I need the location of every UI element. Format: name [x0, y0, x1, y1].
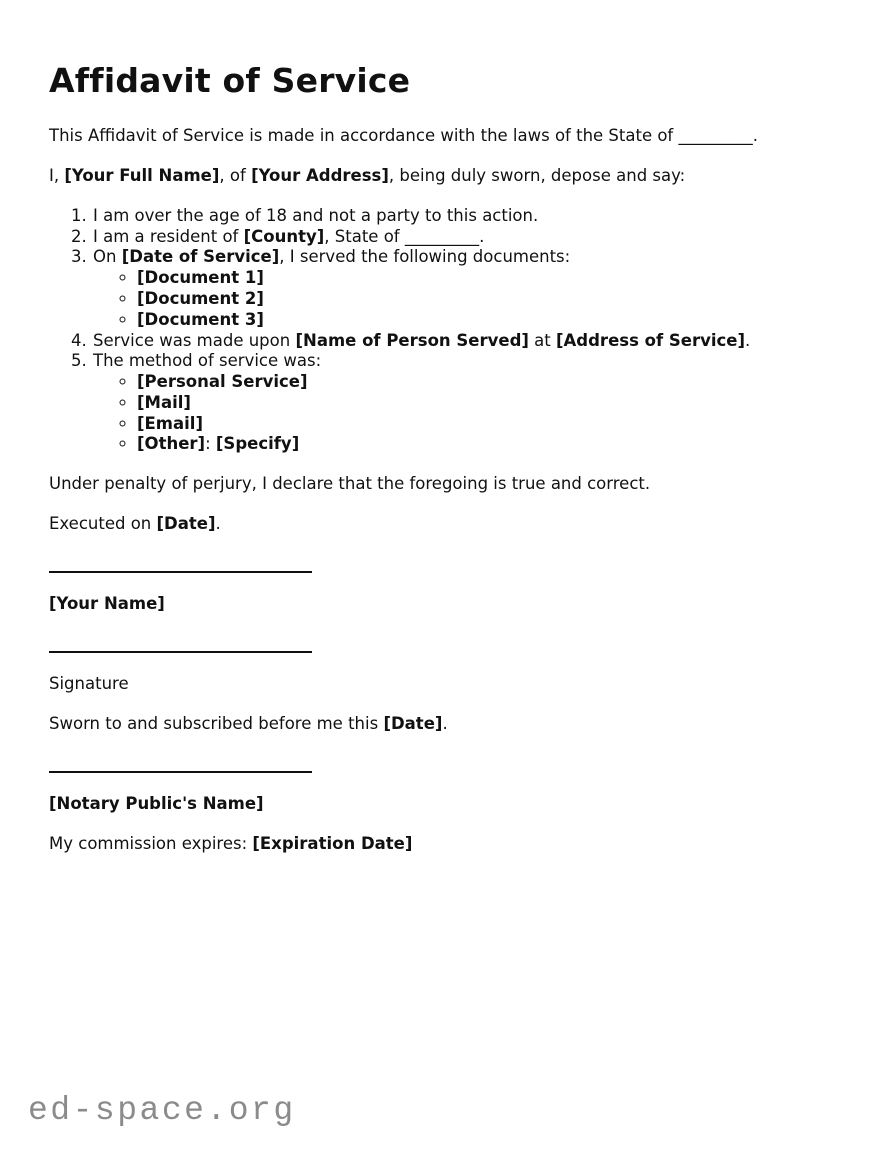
statement-item-2: [92, 227, 858, 248]
method-sub-item-1: [137, 372, 858, 393]
perjury-paragraph: Under penalty of perjury, I declare that the foregoing is true and correct.: [49, 474, 651, 494]
watermark: ed-space.org: [28, 1092, 296, 1129]
sub-item-text: [Other]: [Specify]: [137, 434, 300, 454]
statement-item-4: [92, 331, 858, 352]
statement-item-5: [92, 351, 858, 455]
statement-text: The method of service was:: [93, 351, 322, 371]
signature-line-notary: [49, 771, 312, 773]
document-sub-item-3: [137, 310, 858, 331]
sworn-paragraph: Sworn to and subscribed before me this [Date].: [49, 714, 448, 734]
executed-paragraph: Executed on [Date].: [49, 514, 221, 534]
document-title: Affidavit of Service: [49, 61, 411, 100]
sub-item-text: [Document 3]: [137, 309, 264, 329]
method-sub-item-4: [137, 434, 858, 455]
signature-line-signature: [49, 651, 312, 653]
intro-paragraph: This Affidavit of Service is made in accordance with the laws of the State of _________.: [49, 125, 758, 145]
notary-name-label: [Notary Public's Name]: [49, 793, 264, 813]
statement-text: I am over the age of 18 and not a party to this action.: [93, 205, 539, 225]
document-sub-item-2: [137, 289, 858, 310]
signed-name-label: [Your Name]: [49, 594, 165, 614]
document-sub-item-1: [137, 268, 858, 289]
statement-text: I am a resident of [County], State of _________.: [93, 226, 485, 246]
statement-item-3: [92, 247, 858, 330]
sub-item-text: [Email]: [137, 413, 203, 433]
sub-item-text: [Personal Service]: [137, 372, 308, 392]
signature-line-name: [49, 571, 312, 573]
documents-sublist: [93, 268, 858, 330]
statements-list: [49, 206, 858, 455]
method-sub-item-3: [137, 414, 858, 435]
methods-sublist: [93, 372, 858, 455]
method-sub-item-2: [137, 393, 858, 414]
sub-item-text: [Document 2]: [137, 288, 264, 308]
declarant-paragraph: I, [Your Full Name], of [Your Address], being duly sworn, depose and say:: [49, 165, 686, 185]
statement-text: Service was made upon [Name of Person Served] at [Address of Service].: [93, 330, 751, 350]
statement-item-1: [92, 206, 858, 227]
sub-item-text: [Mail]: [137, 392, 191, 412]
signature-label: Signature: [49, 674, 129, 694]
sub-item-text: [Document 1]: [137, 268, 264, 288]
statement-text: On [Date of Service], I served the following documents:: [93, 247, 571, 267]
commission-paragraph: My commission expires: [Expiration Date]: [49, 833, 413, 853]
